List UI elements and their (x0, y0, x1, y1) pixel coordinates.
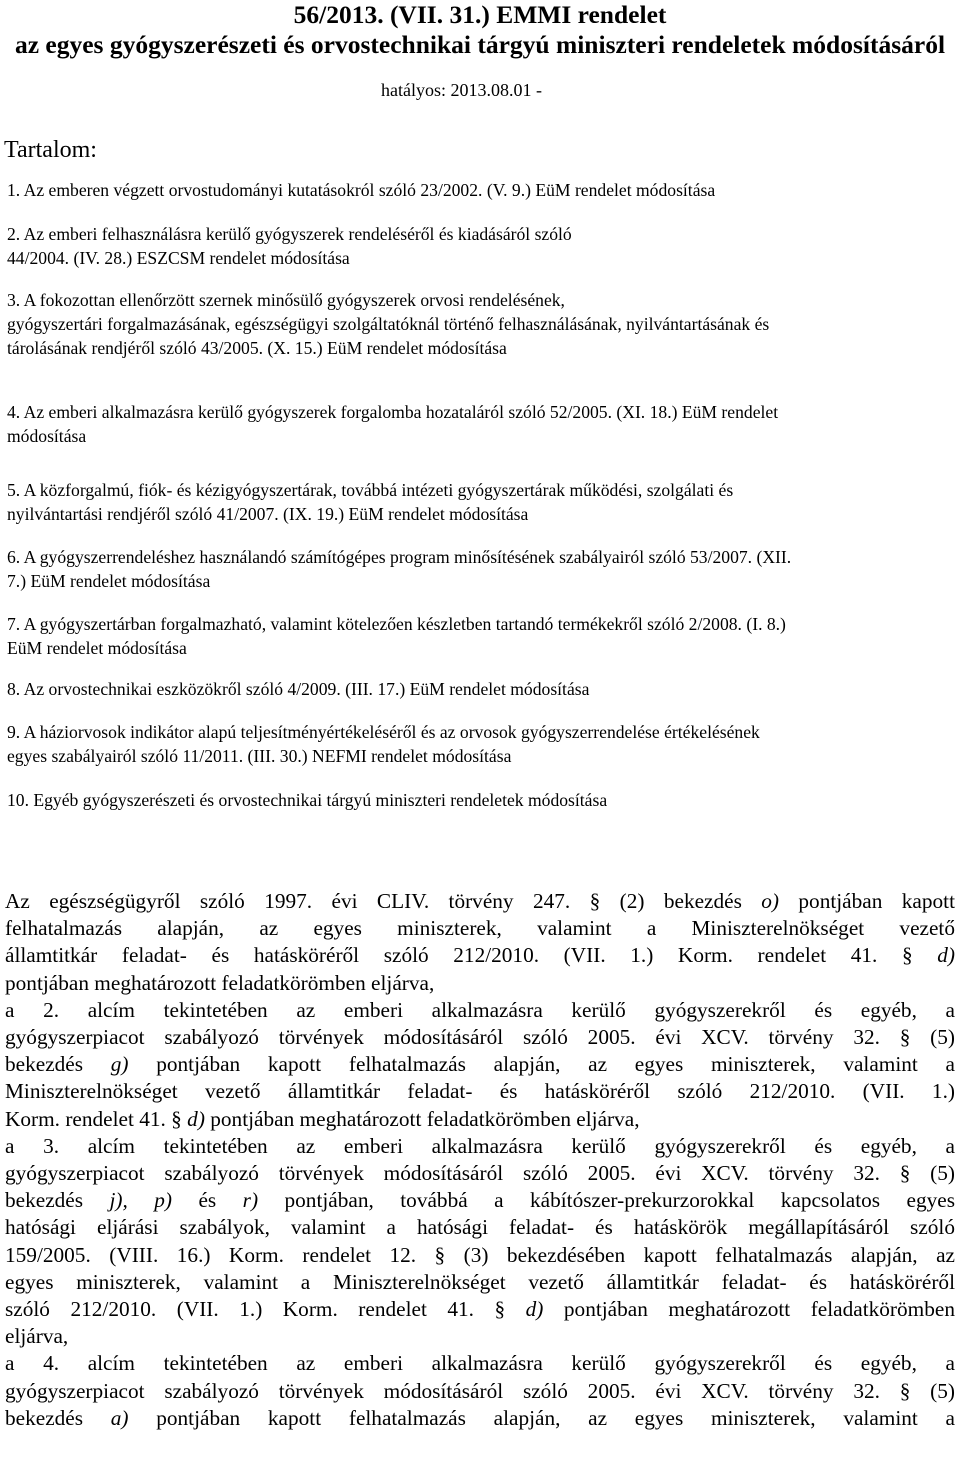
toc-item (7, 612, 953, 660)
document-subtitle: az egyes gyógyszerészeti és orvostechnikai tárgyú miniszteri rendeletek módosításáról (14, 30, 946, 59)
toc-item (7, 720, 953, 768)
toc-item-line: tárolásának rendjéről szóló 43/2005. (X. 15.) EüM rendelet módosítása (7, 338, 507, 358)
toc-item (7, 478, 953, 526)
toc-item (7, 677, 953, 701)
preamble-line: a 3. alcím tekintetében az emberi alkalmazásra kerülő gyógyszerekről és egyéb, a (5, 1133, 955, 1158)
preamble-line: 159/2005. (VIII. 16.) Korm. rendelet 12. § (3) bekezdésében kapott felhatalmazás alapján, az (5, 1242, 955, 1267)
toc-item-line: 6. A gyógyszerrendeléshez használandó számítógépes program minősítésének szabályairól szóló 53/2007. (XII. (7, 547, 792, 567)
preamble-line: felhatalmazás alapján, az egyes miniszterek, valamint a Miniszterelnökséget vezető (5, 916, 955, 941)
preamble-line: egyes miniszterek, valamint a Miniszterelnökséget vezető államtitkár feladat- és hatásköréről (5, 1269, 955, 1294)
toc-item-line: 44/2004. (IV. 28.) ESZCSM rendelet módosítása (7, 248, 350, 268)
preamble-line: eljárva, (5, 1324, 69, 1349)
toc-item-line: módosítása (7, 426, 87, 446)
preamble-line: pontjában meghatározott feladatkörömben eljárva, (5, 970, 435, 995)
preamble-line: gyógyszerpiacot szabályozó törvények módosításáról szóló 2005. évi XCV. törvény 32. § (5) (5, 1025, 955, 1050)
toc-item-line: 7.) EüM rendelet módosítása (7, 571, 211, 591)
toc-item-line: nyilvántartási rendjéről szóló 41/2007. (IX. 19.) EüM rendelet módosítása (7, 504, 529, 524)
toc-item-line: 8. Az orvostechnikai eszközökről szóló 4/2009. (III. 17.) EüM rendelet módosítása (7, 679, 590, 699)
toc-item-line: EüM rendelet módosítása (7, 638, 187, 658)
toc-item-line: gyógyszertári forgalmazásának, egészségügyi szolgáltatóknál történő felhasználásának, nyilvántartásának és (7, 314, 770, 334)
toc-item-line: 2. Az emberi felhasználásra kerülő gyógyszerek rendeléséről és kiadásáról szóló (7, 224, 572, 244)
preamble-line: bekezdés j), p) és r) pontjában, továbbá a kábítószer-prekurzorokkal kapcsolatos egyes (5, 1188, 956, 1213)
preamble-line: Az egészségügyről szóló 1997. évi CLIV. törvény 247. § (2) bekezdés o) pontjában kapott (5, 889, 955, 913)
preamble-line: szóló 212/2010. (VII. 1.) Korm. rendelet 41. § d) pontjában meghatározott feladatkörömben (5, 1297, 955, 1322)
preamble-line: Miniszterelnökséget vezető államtitkár feladat- és hatásköréről szóló 212/2010. (VII. 1.) (5, 1079, 955, 1104)
preamble-line: bekezdés g) pontjában kapott felhatalmazás alapján, az egyes miniszterek, valamint a (5, 1052, 956, 1077)
toc-item-line: 5. A közforgalmú, fiók- és kézigyógyszertárak, továbbá intézeti gyógyszertárak működési, szolgálati és (7, 480, 734, 500)
preamble-line: a 4. alcím tekintetében az emberi alkalmazásra kerülő gyógyszerekről és egyéb, a (5, 1351, 955, 1376)
toc-item (7, 222, 953, 270)
toc-item (7, 400, 953, 448)
preamble-line: bekezdés a) pontjában kapott felhatalmazás alapján, az egyes miniszterek, valamint a (5, 1405, 956, 1430)
toc-item-line: 4. Az emberi alkalmazásra kerülő gyógyszerek forgalomba hozataláról szóló 52/2005. (XI. 18.) EüM rendelet (7, 402, 779, 422)
preamble-line: hatósági eljárási szabályok, valamint a hatósági feladat- és hatáskörök megállapításáról szóló (5, 1215, 955, 1240)
toc-item-line: egyes szabályairól szóló 11/2011. (III. 30.) NEFMI rendelet módosítása (7, 746, 512, 766)
preamble-text (5, 888, 955, 1432)
toc-label: Tartalom: (4, 137, 97, 163)
preamble-line: államtitkár feladat- és hatásköréről szóló 212/2010. (VII. 1.) Korm. rendelet 41. § d) (5, 943, 955, 968)
toc-item-line: 10. Egyéb gyógyszerészeti és orvostechnikai tárgyú miniszteri rendeletek módosítása (7, 790, 608, 810)
toc-item (7, 178, 953, 202)
preamble-line: gyógyszerpiacot szabályozó törvények módosításáról szóló 2005. évi XCV. törvény 32. § (5) (5, 1378, 955, 1403)
toc-item (7, 288, 953, 360)
effective-date: hatályos: 2013.08.01 - (381, 80, 542, 100)
preamble-line: Korm. rendelet 41. § d) pontjában meghatározott feladatkörömben eljárva, (5, 1106, 640, 1131)
toc-item-line: 7. A gyógyszertárban forgalmazható, valamint kötelezően készletben tartandó termékekről szóló 2/2008. (I. 8.) (7, 614, 786, 634)
toc-item-line: 3. A fokozottan ellenőrzött szernek minősülő gyógyszerek orvosi rendelésének, (7, 290, 565, 310)
preamble-line: gyógyszerpiacot szabályozó törvények módosításáról szóló 2005. évi XCV. törvény 32. § (5) (5, 1161, 955, 1186)
toc-item (7, 788, 953, 812)
toc-item-line: 9. A háziorvosok indikátor alapú teljesítményértékeléséről és az orvosok gyógyszerrendelése értékelésének (7, 722, 760, 742)
toc-item-line: 1. Az emberen végzett orvostudományi kutatásokról szóló 23/2002. (V. 9.) EüM rendelet módosítása (7, 180, 716, 200)
toc-item (7, 545, 953, 593)
preamble-line: a 2. alcím tekintetében az emberi alkalmazásra kerülő gyógyszerekről és egyéb, a (5, 997, 955, 1022)
document-title: 56/2013. (VII. 31.) EMMI rendelet (293, 0, 667, 29)
